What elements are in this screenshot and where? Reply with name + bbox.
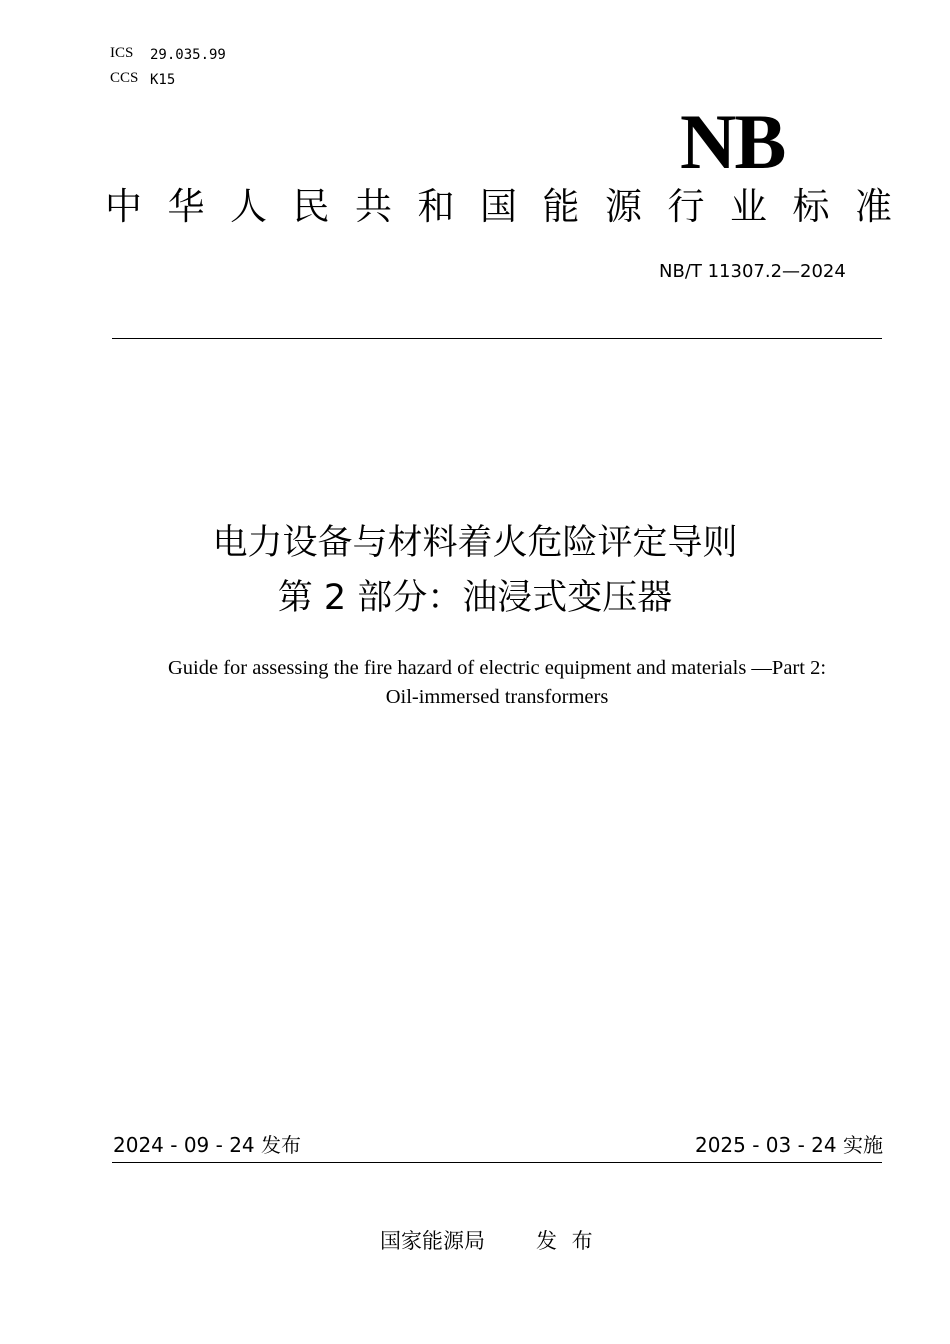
issuer-name: 国家能源局 xyxy=(380,1229,485,1253)
implementation-date: 2025 - 03 - 24 实施 xyxy=(694,1133,883,1157)
title-en-line1: Guide for assessing the fire hazard of electric equipment and materials —Part 2: xyxy=(167,657,827,679)
title-cn-line2: 第 2 部分：油浸式变压器 xyxy=(277,578,673,618)
nb-logo: NB xyxy=(680,98,785,185)
ics-label: ICS xyxy=(110,45,134,61)
title-en-line2: Oil-immersed transformers xyxy=(385,686,609,708)
issuer-action: 发 布 xyxy=(536,1229,597,1253)
issue-date: 2024 - 09 - 24 发布 xyxy=(113,1133,302,1157)
header-rule xyxy=(112,338,882,339)
title-cn-line1: 电力设备与材料着火危险评定导则 xyxy=(212,523,738,563)
standard-type-heading: 中华人民共和国能源行业标准 xyxy=(105,185,918,228)
ccs-label: CCS xyxy=(110,70,139,86)
standard-number: NB/T 11307.2—2024 xyxy=(659,261,846,282)
ccs-code: K15 xyxy=(150,72,176,88)
ics-code: 29.035.99 xyxy=(150,47,226,63)
date-rule xyxy=(112,1162,882,1163)
